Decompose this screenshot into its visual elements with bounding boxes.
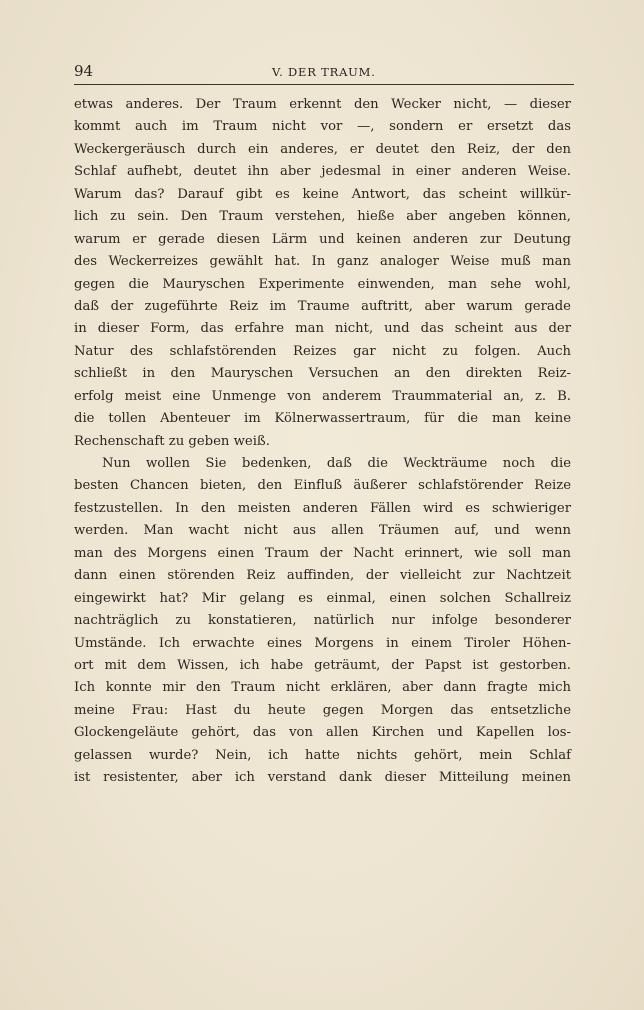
text-line: etwas anderes. Der Traum erkennt den Wecker nicht, — dieser	[74, 97, 571, 112]
text-line: Ich konnte mir den Traum nicht erklären, aber dann fragte mich	[74, 680, 571, 696]
text-line: werden. Man wacht nicht aus allen Träumen auf, und wenn	[74, 523, 571, 539]
text-line: Glockengeläute gehört, das von allen Kirchen und Kapellen los-	[74, 725, 571, 741]
text-line: in dieser Form, das erfahre man nicht, und das scheint aus der	[74, 321, 571, 337]
text-line: dann einen störenden Reiz auffinden, der vielleicht zur Nachtzeit	[74, 568, 571, 584]
text-line: die tollen Abenteuer im Kölnerwassertraum, für die man keine	[74, 411, 571, 427]
text-line: meine Frau: Hast du heute gegen Morgen das entsetzliche	[74, 702, 571, 718]
text-line: ist resistenter, aber ich verstand dank dieser Mitteilung meinen	[74, 770, 571, 786]
text-line: gegen die Mauryschen Experimente einwenden, man sehe wohl,	[74, 276, 571, 292]
page-header	[74, 60, 574, 86]
text-line: Weckergeräusch durch ein anderes, er deutet den Reiz, der den	[74, 141, 571, 157]
paragraph-2	[74, 453, 571, 790]
page-number: 94	[74, 62, 94, 80]
text-line: erfolg meist eine Unmenge von anderem Traummaterial an, z. B.	[74, 388, 571, 404]
text-line: kommt auch im Traum nicht vor —, sondern er ersetzt das	[74, 119, 571, 135]
text-line: warum er gerade diesen Lärm und keinen anderen zur Deutung	[74, 231, 571, 247]
text-line: nachträglich zu konstatieren, natürlich nur infolge besonderer	[74, 613, 571, 629]
text-line: daß der zugeführte Reiz im Traume auftritt, aber warum gerade	[74, 298, 571, 314]
text-line: Rechenschaft zu geben weiß.	[74, 433, 270, 449]
text-line: Umstände. Ich erwachte eines Morgens in einem Tiroler Höhen-	[74, 635, 571, 651]
text-line: des Weckerreizes gewählt hat. In ganz analoger Weise muß man	[74, 254, 571, 270]
text-line: festzustellen. In den meisten anderen Fällen wird es schwieriger	[74, 500, 571, 516]
text-line: Schlaf aufhebt, deutet ihn aber jedesmal in einer anderen Weise.	[74, 164, 571, 180]
text-line: Warum das? Darauf gibt es keine Antwort, das scheint willkür-	[74, 186, 571, 202]
text-line: Natur des schlafstörenden Reizes gar nicht zu folgen. Auch	[74, 343, 571, 359]
paragraph-1	[74, 94, 571, 453]
text-line: man des Morgens einen Traum der Nacht erinnert, wie soll man	[74, 545, 571, 561]
text-line: gelassen wurde? Nein, ich hatte nichts gehört, mein Schlaf	[74, 747, 571, 763]
running-head: V. DER TRAUM.	[272, 65, 376, 79]
text-line: ort mit dem Wissen, ich habe geträumt, der Papst ist gestorben.	[74, 657, 571, 673]
text-line: Nun wollen Sie bedenken, daß die Weckträume noch die	[102, 456, 571, 471]
text-line: besten Chancen bieten, den Einfluß äußerer schlafstörender Reize	[74, 478, 571, 494]
text-line: lich zu sein. Den Traum verstehen, hieße aber angeben können,	[74, 209, 571, 225]
text-line: eingewirkt hat? Mir gelang es einmal, einen solchen Schallreiz	[74, 590, 571, 606]
body-text	[74, 94, 571, 790]
text-line: schließt in den Mauryschen Versuchen an den direkten Reiz-	[74, 366, 571, 382]
header-rule	[74, 84, 574, 85]
